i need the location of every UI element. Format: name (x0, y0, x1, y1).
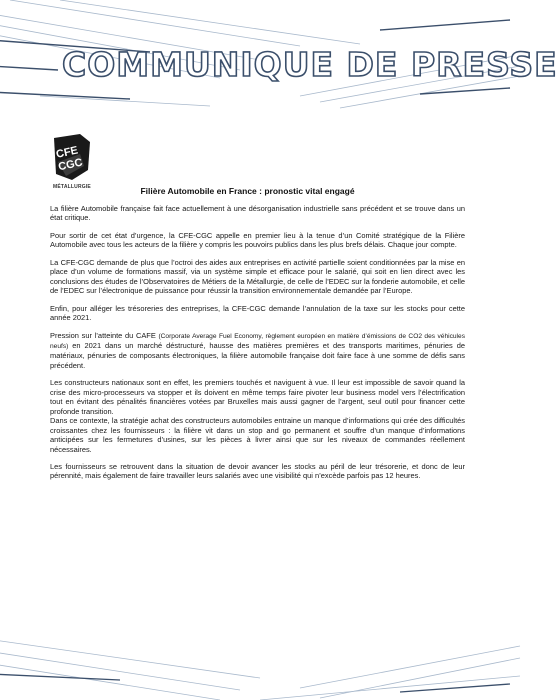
paragraph-training: La CFE-CGC demande de plus que l’octroi des aides aux entreprises en activité partielle soient conditionnées par la mise en place d’un volume de formations massif, via un système simple et efficace pour le salarié, qui soit en lien direct avec les conclusions des études de l’Observatoires de Métiers de la Métallurgie, de celle de l’EDEC sur la fonderie automobile, et celle de l’EDEC sur l’électronique de puissance pour réussir la transition environnementale demandée par l’Europe. (50, 257, 465, 296)
document-body (50, 204, 465, 489)
paragraph-intro: La filière Automobile française fait face actuellement à une désorganisation industrielle sans précédent et se trouve dans un état critique. (50, 204, 465, 223)
cfe-cgc-logo (50, 132, 94, 182)
cafe-text-after: en 2021 dans un marché déstructuré, hausse des matières premières et des transports maritimes, pénuries de matériaux, pénuries de composants électroniques, la filière automobile française doit faire face à une somme de défis sans précédent. (50, 340, 465, 370)
logo-text-cfe: CFE (55, 144, 80, 161)
paragraph-strategic-committee: Pour sortir de cet état d’urgence, la CFE-CGC appelle en premier lieu à la tenue d’un Comité stratégique de la Filière Automobile avec tous les acteurs de la filière y compris les pouvoirs publics dans les plus brefs délais. Chaque jour compte. (50, 230, 465, 250)
logo-subtitle: MÉTALLURGIE (53, 184, 91, 190)
footer-decoration (0, 618, 495, 700)
press-release-title: COMMUNIQUE DE PRESSE (62, 45, 558, 84)
paragraph-suppliers: Les fournisseurs se retrouvent dans la situation de devoir avancer les stocks au péril de leur trésorerie, et donc de leur pérennité, mais également de faire travailler leurs salariés avec une visibilité qui n’excède parfois pas 12 heures. (50, 461, 465, 481)
cafe-definition: (Corporate Average Fuel Economy, règlement européen en matière d’émissions de CO2 des véhicules neufs) (50, 332, 465, 350)
document-title: Filière Automobile en France : pronostic vital engagé (140, 186, 355, 196)
paragraph-cafe (50, 331, 465, 371)
paragraph-stock-tax: Enfin, pour alléger les trésoreries des entreprises, la CFE-CGC demande l’annulation de la taxe sur les stocks pour cette année 2021. (50, 303, 465, 323)
logo-text-cgc: CGC (57, 156, 84, 174)
paragraph-purchasing-strategy: Dans ce contexte, la stratégie achat des constructeurs automobiles entraine un manque d’informations qui crée des difficultés croissantes chez les fournisseurs : la filière vit dans un stop and go permanent et souffre d’un manque d’informations anticipées sur les fermetures d’usines, sur les pièces à livrer ainsi que sur les niveaux de commandes réellement nécessaires. (50, 416, 465, 454)
paragraph-manufacturers: Les constructeurs nationaux sont en effet, les premiers touchés et naviguent à vue. Il leur est impossible de savoir quand la crise des micro-processeurs va stopper et ils doivent en même temps faire pivoter leur business model vers l’électrification tout en évitant des pénalités financières votées par Bruxelles mais aussi gagner de l’argent, seul outil pour financer cette profonde transition. (50, 378, 465, 416)
cafe-text-before: Pression sur l’atteinte du CAFE (50, 330, 159, 340)
